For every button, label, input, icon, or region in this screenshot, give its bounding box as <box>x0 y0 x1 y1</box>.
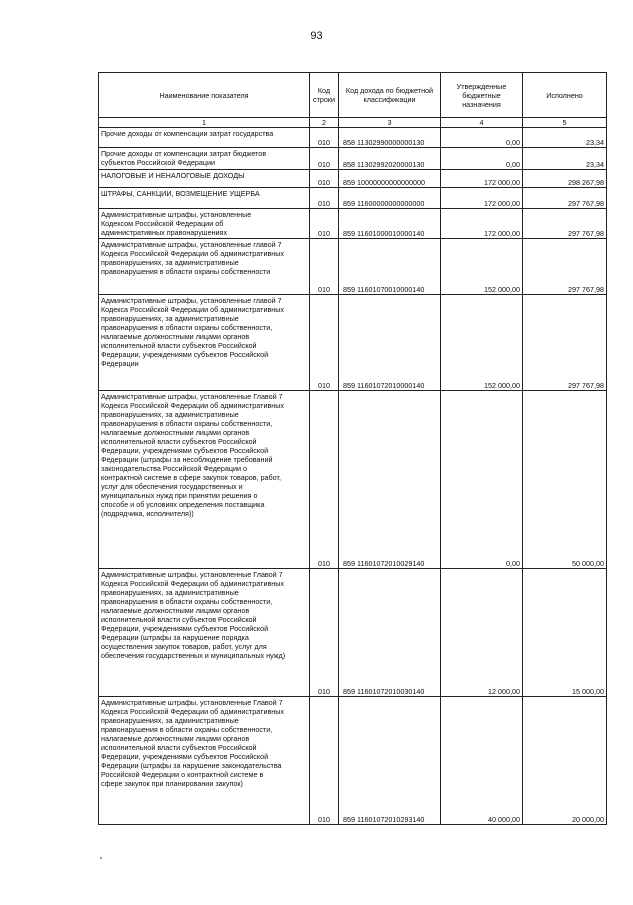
row-name: Прочие доходы от компенсации затрат бюджетов субъектов Российской Федерации <box>99 148 310 170</box>
row-name: Административные штрафы, установленные Кодексом Российской Федерации об административных правонарушениях <box>99 209 310 239</box>
table-row <box>99 569 607 697</box>
row-approved: 172 000,00 <box>441 188 523 209</box>
row-income-code: 859 11601072010000140 <box>339 295 441 391</box>
row-line-code: 010 <box>310 697 339 825</box>
table-header-row <box>99 73 607 118</box>
header-name: Наименование показателя <box>99 73 310 118</box>
table-row <box>99 697 607 825</box>
column-number: 2 <box>310 118 339 128</box>
table-row <box>99 170 607 188</box>
header-executed: Исполнено <box>523 73 607 118</box>
row-approved: 0,00 <box>441 148 523 170</box>
column-number-row <box>99 118 607 128</box>
table-row <box>99 128 607 148</box>
table-row <box>99 295 607 391</box>
column-number: 5 <box>523 118 607 128</box>
header-approved: Утвержденные бюджетные назначения <box>441 73 523 118</box>
report-table <box>98 72 607 825</box>
row-line-code: 010 <box>310 239 339 295</box>
row-executed: 23,34 <box>523 148 607 170</box>
row-approved: 152 000,00 <box>441 239 523 295</box>
row-executed: 297 767,98 <box>523 239 607 295</box>
row-executed: 297 767,98 <box>523 209 607 239</box>
row-approved: 0,00 <box>441 128 523 148</box>
row-approved: 40 000,00 <box>441 697 523 825</box>
row-name: Административные штрафы, установленные главой 7 Кодекса Российской Федерации об административных правонарушениях, за административные правонарушения в области охраны собственности <box>99 239 310 295</box>
row-name: Административные штрафы, установленные Главой 7 Кодекса Российской Федерации об административных правонарушениях, за административные правонарушения в области охраны собственности, налагаемые должностными лицами органов исполнительной власти субъектов Российской Федерации, учреждениями субъектов Российской Федерации (штрафы за нарушение порядка осуществления закупок товаров, работ, услуг для обеспечения государственных и муниципальных нужд) <box>99 569 310 697</box>
row-income-code: 858 11302990000000130 <box>339 128 441 148</box>
header-line-code: Код строки <box>310 73 339 118</box>
row-line-code: 010 <box>310 391 339 569</box>
row-line-code: 010 <box>310 128 339 148</box>
row-name: ШТРАФЫ, САНКЦИИ, ВОЗМЕЩЕНИЕ УЩЕРБА <box>99 188 310 209</box>
row-income-code: 859 11601072010293140 <box>339 697 441 825</box>
row-income-code: 859 10000000000000000 <box>339 170 441 188</box>
row-name: Административные штрафы, установленные Главой 7 Кодекса Российской Федерации об административных правонарушениях, за административные правонарушения в области охраны собственности, налагаемые должностными лицами органов исполнительной власти субъектов Российской Федерации, учреждениями субъектов Российской Федерации (штрафы за несоблюдение требований законодательства Российской Федерации о контрактной системе в сфере закупок товаров, работ, услуг для обеспечения государственных и муниципальных нужд при принятии решения о способе и об условиях определения поставщика (подрядчика, исполнителя)) <box>99 391 310 569</box>
row-approved: 172 000,00 <box>441 209 523 239</box>
table-row <box>99 148 607 170</box>
row-income-code: 859 11600000000000000 <box>339 188 441 209</box>
row-executed: 297 767,98 <box>523 188 607 209</box>
row-approved: 152 000,00 <box>441 295 523 391</box>
column-number: 4 <box>441 118 523 128</box>
row-executed: 298 267,98 <box>523 170 607 188</box>
row-line-code: 010 <box>310 188 339 209</box>
row-line-code: 010 <box>310 295 339 391</box>
page-number: 93 <box>310 30 323 42</box>
row-line-code: 010 <box>310 148 339 170</box>
row-executed: 20 000,00 <box>523 697 607 825</box>
column-number: 1 <box>99 118 310 128</box>
row-line-code: 010 <box>310 569 339 697</box>
column-number: 3 <box>339 118 441 128</box>
row-income-code: 859 11601072010029140 <box>339 391 441 569</box>
row-name: НАЛОГОВЫЕ И НЕНАЛОГОВЫЕ ДОХОДЫ <box>99 170 310 188</box>
row-line-code: 010 <box>310 209 339 239</box>
row-executed: 297 767,98 <box>523 295 607 391</box>
row-income-code: 859 11601070010000140 <box>339 239 441 295</box>
scan-dot <box>100 857 102 859</box>
row-name: Административные штрафы, установленные главой 7 Кодекса Российской Федерации об административных правонарушениях, за административные правонарушения в области охраны собственности, налагаемые должностными лицами органов исполнительной власти субъектов Российской Федерации, учреждениями субъектов Российской Федерации <box>99 295 310 391</box>
row-approved: 12 000,00 <box>441 569 523 697</box>
row-approved: 0,00 <box>441 391 523 569</box>
row-executed: 50 000,00 <box>523 391 607 569</box>
row-approved: 172 000,00 <box>441 170 523 188</box>
row-income-code: 859 11601072010030140 <box>339 569 441 697</box>
row-name: Административные штрафы, установленные Главой 7 Кодекса Российской Федерации об административных правонарушениях, за административные правонарушения в области охраны собственности, налагаемые должностными лицами органов исполнительной власти субъектов Российской Федерации, учреждениями субъектов Российской Федерации (штрафы за нарушение законодательства Российской Федерации о контрактной системе в сфере закупок при планировании закупок) <box>99 697 310 825</box>
row-name: Прочие доходы от компенсации затрат государства <box>99 128 310 148</box>
row-executed: 15 000,00 <box>523 569 607 697</box>
table-row <box>99 188 607 209</box>
header-income-code: Код дохода по бюджетной классификации <box>339 73 441 118</box>
row-income-code: 859 11601000010000140 <box>339 209 441 239</box>
table-row <box>99 239 607 295</box>
row-executed: 23,34 <box>523 128 607 148</box>
table-row <box>99 391 607 569</box>
row-income-code: 858 11302992020000130 <box>339 148 441 170</box>
row-line-code: 010 <box>310 170 339 188</box>
table-row <box>99 209 607 239</box>
